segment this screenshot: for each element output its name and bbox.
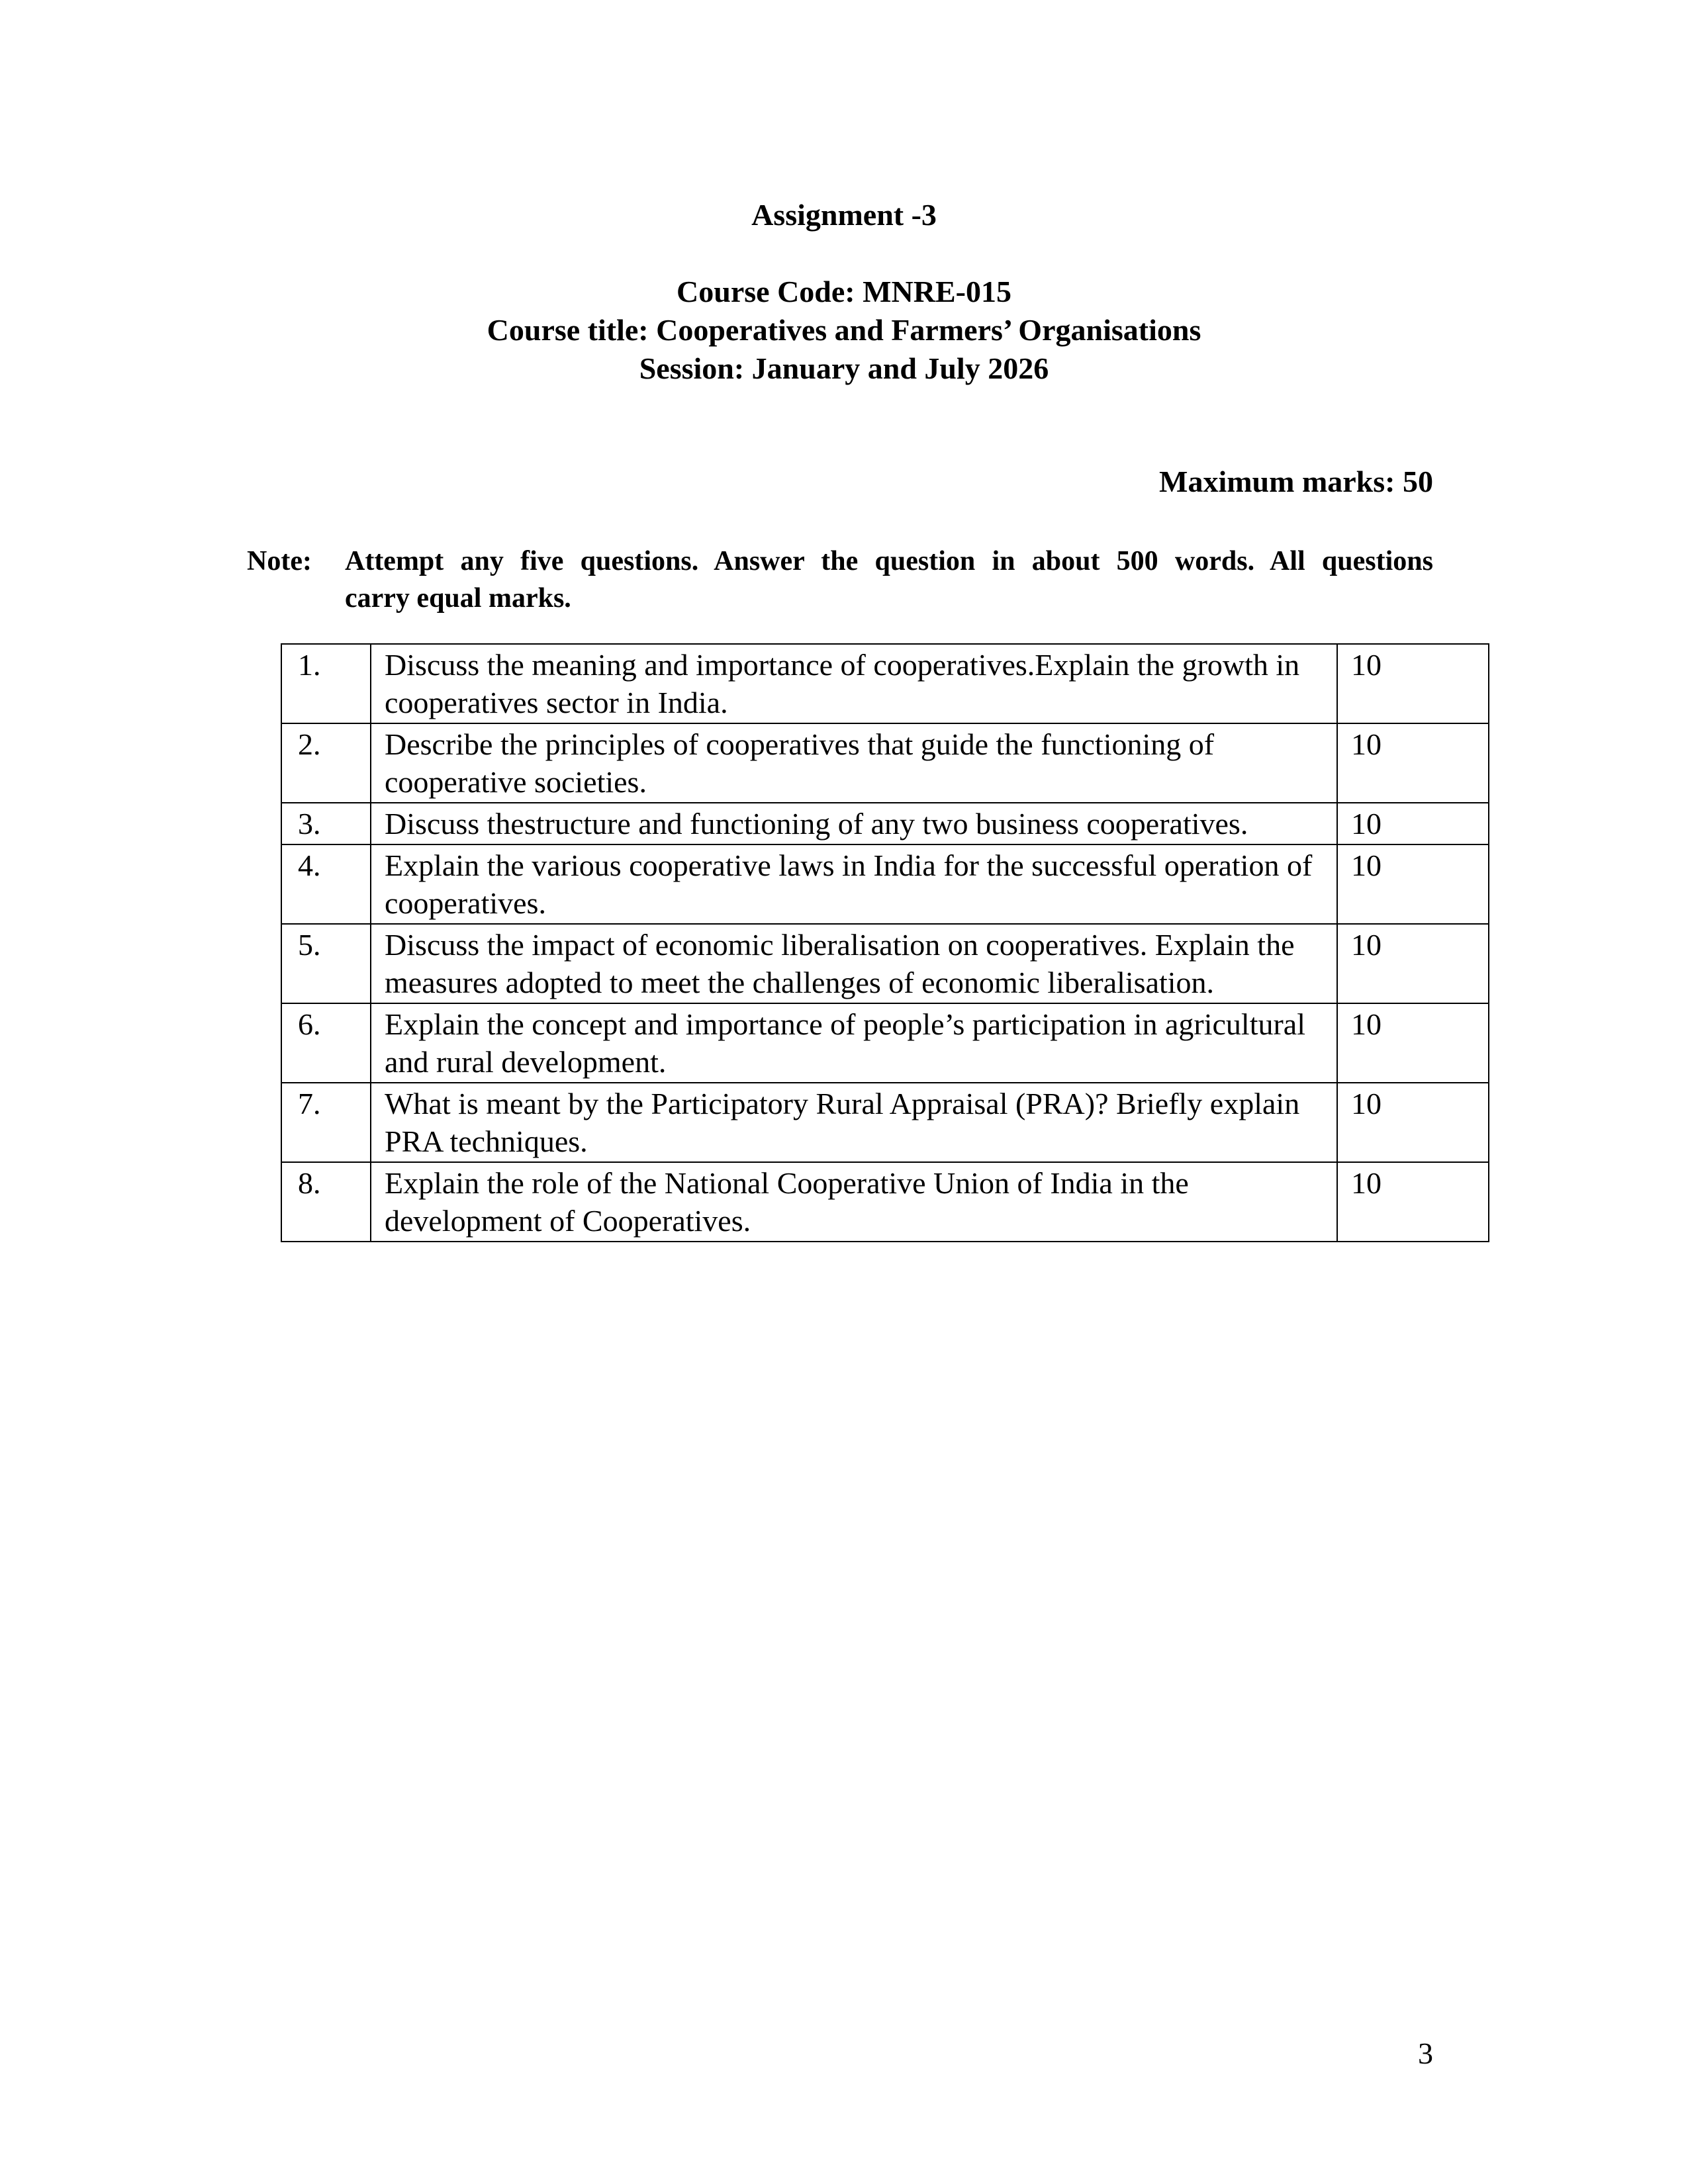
- maximum-marks: Maximum marks: 50: [1159, 465, 1433, 498]
- question-text: What is meant by the Participatory Rural Appraisal (PRA)? Briefly explain PRA techniques.: [371, 1083, 1337, 1162]
- note-text-line-1: Attempt any five questions. Answer the question in about 500 words. All questions: [345, 546, 1433, 576]
- table-row: [281, 1083, 1489, 1162]
- question-text: Discuss the meaning and importance of cooperatives.Explain the growth in cooperatives sector in India.: [371, 644, 1337, 723]
- question-number: 2.: [281, 723, 371, 803]
- instructions-note: [247, 543, 1433, 617]
- note-label: Note:: [247, 546, 312, 576]
- questions-table: [281, 643, 1489, 1242]
- table-row: [281, 803, 1489, 844]
- question-number: 8.: [281, 1162, 371, 1242]
- question-marks: 10: [1337, 644, 1489, 723]
- course-code: Course Code: MNRE-015: [677, 275, 1011, 308]
- question-marks: 10: [1337, 1083, 1489, 1162]
- course-title: Course title: Cooperatives and Farmers’ Organisations: [487, 313, 1201, 347]
- table-row: [281, 1162, 1489, 1242]
- assignment-title: Assignment -3: [751, 198, 937, 232]
- page-number: 3: [1418, 2036, 1433, 2070]
- question-number: 6.: [281, 1003, 371, 1083]
- session: Session: January and July 2026: [639, 351, 1049, 385]
- question-number: 3.: [281, 803, 371, 844]
- question-marks: 10: [1337, 1162, 1489, 1242]
- question-marks: 10: [1337, 924, 1489, 1003]
- table-row: [281, 723, 1489, 803]
- question-number: 5.: [281, 924, 371, 1003]
- question-marks: 10: [1337, 723, 1489, 803]
- question-marks: 10: [1337, 803, 1489, 844]
- table-row: [281, 844, 1489, 924]
- question-marks: 10: [1337, 1003, 1489, 1083]
- question-text: Explain the role of the National Cooperative Union of India in the development of Cooperatives.: [371, 1162, 1337, 1242]
- table-row: [281, 1003, 1489, 1083]
- question-number: 4.: [281, 844, 371, 924]
- question-number: 7.: [281, 1083, 371, 1162]
- table-row: [281, 924, 1489, 1003]
- question-text: Explain the various cooperative laws in India for the successful operation of cooperatives.: [371, 844, 1337, 924]
- question-text: Discuss the impact of economic liberalisation on cooperatives. Explain the measures adopted to meet the challenges of economic liberalisation.: [371, 924, 1337, 1003]
- question-number: 1.: [281, 644, 371, 723]
- table-row: [281, 644, 1489, 723]
- question-text: Discuss thestructure and functioning of any two business cooperatives.: [371, 803, 1337, 844]
- question-marks: 10: [1337, 844, 1489, 924]
- question-text: Describe the principles of cooperatives that guide the functioning of cooperative societies.: [371, 723, 1337, 803]
- question-text: Explain the concept and importance of people’s participation in agricultural and rural development.: [371, 1003, 1337, 1083]
- note-text-line-2: carry equal marks.: [345, 583, 571, 614]
